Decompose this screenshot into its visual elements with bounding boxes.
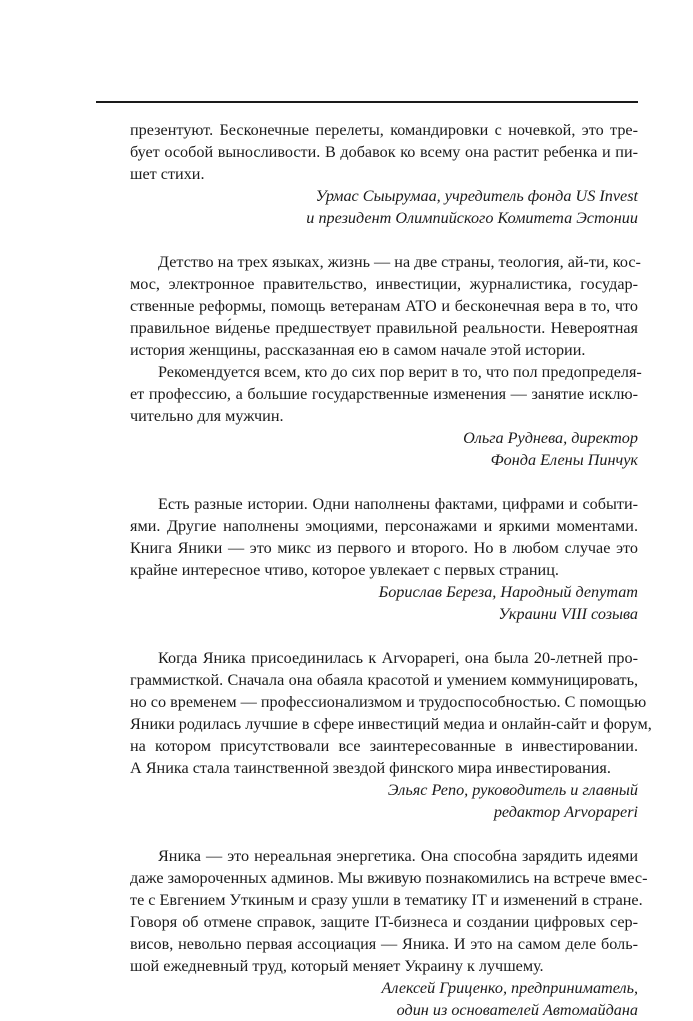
- signature-line: и президент Олимпийского Комитета Эстонии: [306, 209, 638, 227]
- text-line: Говоря об отмене справок, защите IT-бизнеса и создании цифровых сер-: [130, 913, 638, 931]
- signature-line: Борислав Береза, Народный депутат: [378, 583, 638, 601]
- paragraph: [130, 251, 641, 361]
- signature-line: Урмас Сыырумаа, учредитель фонда US Invest: [315, 187, 638, 205]
- text-line: презентуют. Бесконечные перелеты, командировки с ночевкой, это тре-: [130, 121, 638, 139]
- signature: [130, 427, 638, 471]
- header-rule: [96, 101, 638, 103]
- text-line: Есть разные истории. Одни наполнены фактами, цифрами и событи-: [158, 495, 638, 513]
- paragraph: [130, 845, 648, 977]
- text-line: на котором присутствовали все заинтересованные в инвестировании.: [130, 737, 638, 755]
- text-line: ет профессию, а большие государственные изменения — занятие исклю-: [130, 385, 638, 403]
- text-line: граммисткой. Сначала она обаяла красотой и умением коммуницировать,: [130, 671, 638, 689]
- signature: [130, 581, 638, 625]
- paragraph: [130, 119, 638, 185]
- text-line: мос, электронное правительство, инвестиции, журналистика, государ-: [130, 275, 638, 293]
- signature-line: редактор Arvopaperi: [493, 803, 638, 821]
- signature: [130, 779, 638, 823]
- quote-block: [130, 251, 642, 471]
- text-line: те с Евгением Уткиным и сразу ушли в тематику IT и изменений в стране.: [130, 891, 643, 909]
- text-line: правильное ви́денье предшествует правильной реальности. Невероятная: [130, 319, 638, 337]
- signature: [130, 185, 638, 229]
- text-line: бует особой выносливости. В добавок ко всему она растит ребенка и пи-: [130, 143, 638, 161]
- signature-line: Фонда Елены Пинчук: [490, 451, 638, 469]
- signature-line: один из основателей Автомайдана: [396, 1001, 638, 1019]
- page-body: [130, 119, 652, 1021]
- text-line: история женщины, рассказанная ею в самом начале этой истории.: [130, 341, 586, 359]
- paragraph: [130, 361, 642, 427]
- text-line: даже замороченных админов. Мы вживую познакомились на встрече вмес-: [130, 869, 648, 887]
- text-line: Рекомендуется всем, кто до сих пор верит в то, что пол предопределя-: [158, 363, 642, 381]
- text-line: Яники родилась лучшие в сфере инвестиций медиа и онлайн-сайт и форум,: [130, 715, 652, 733]
- quote-block: [130, 119, 638, 229]
- text-line: чительно для мужчин.: [130, 407, 284, 425]
- signature-line: Украини VIII созыва: [498, 605, 638, 623]
- text-line: но со временем — профессионализмом и трудоспособностью. С помощью: [130, 693, 647, 711]
- text-line: Яника — это нереальная энергетика. Она способна зарядить идеями: [158, 847, 638, 865]
- text-line: ственные реформы, помощь ветеранам АТО и бесконечная вера в то, что: [130, 297, 638, 315]
- text-line: шой ежедневный труд, который меняет Украину к лучшему.: [130, 957, 544, 975]
- text-line: Детство на трех языках, жизнь — на две страны, теология, ай-ти, кос-: [158, 253, 641, 271]
- quote-block: [130, 493, 638, 625]
- text-line: А Яника стала таинственной звездой финского мира инвестирования.: [130, 759, 611, 777]
- text-line: шет стихи.: [130, 165, 205, 183]
- quote-block: [130, 845, 648, 1021]
- paragraph: [130, 647, 652, 779]
- paragraph: [130, 493, 638, 581]
- text-line: Книга Яники — это микс из первого и второго. Но в любом случае это: [130, 539, 638, 557]
- signature: [130, 977, 638, 1021]
- text-line: висов, невольно первая ассоциация — Яника. И это на самом деле боль-: [130, 935, 638, 953]
- signature-line: Алексей Гриценко, предприниматель,: [381, 979, 638, 997]
- text-line: крайне интересное чтиво, которое увлекает с первых страниц.: [130, 561, 559, 579]
- quote-block: [130, 647, 652, 823]
- signature-line: Эльяс Репо, руководитель и главный: [387, 781, 638, 799]
- text-line: ями. Другие наполнены эмоциями, персонажами и яркими моментами.: [130, 517, 638, 535]
- signature-line: Ольга Руднева, директор: [463, 429, 638, 447]
- text-line: Когда Яника присоединилась к Arvopaperi, она была 20-летней про-: [158, 649, 638, 667]
